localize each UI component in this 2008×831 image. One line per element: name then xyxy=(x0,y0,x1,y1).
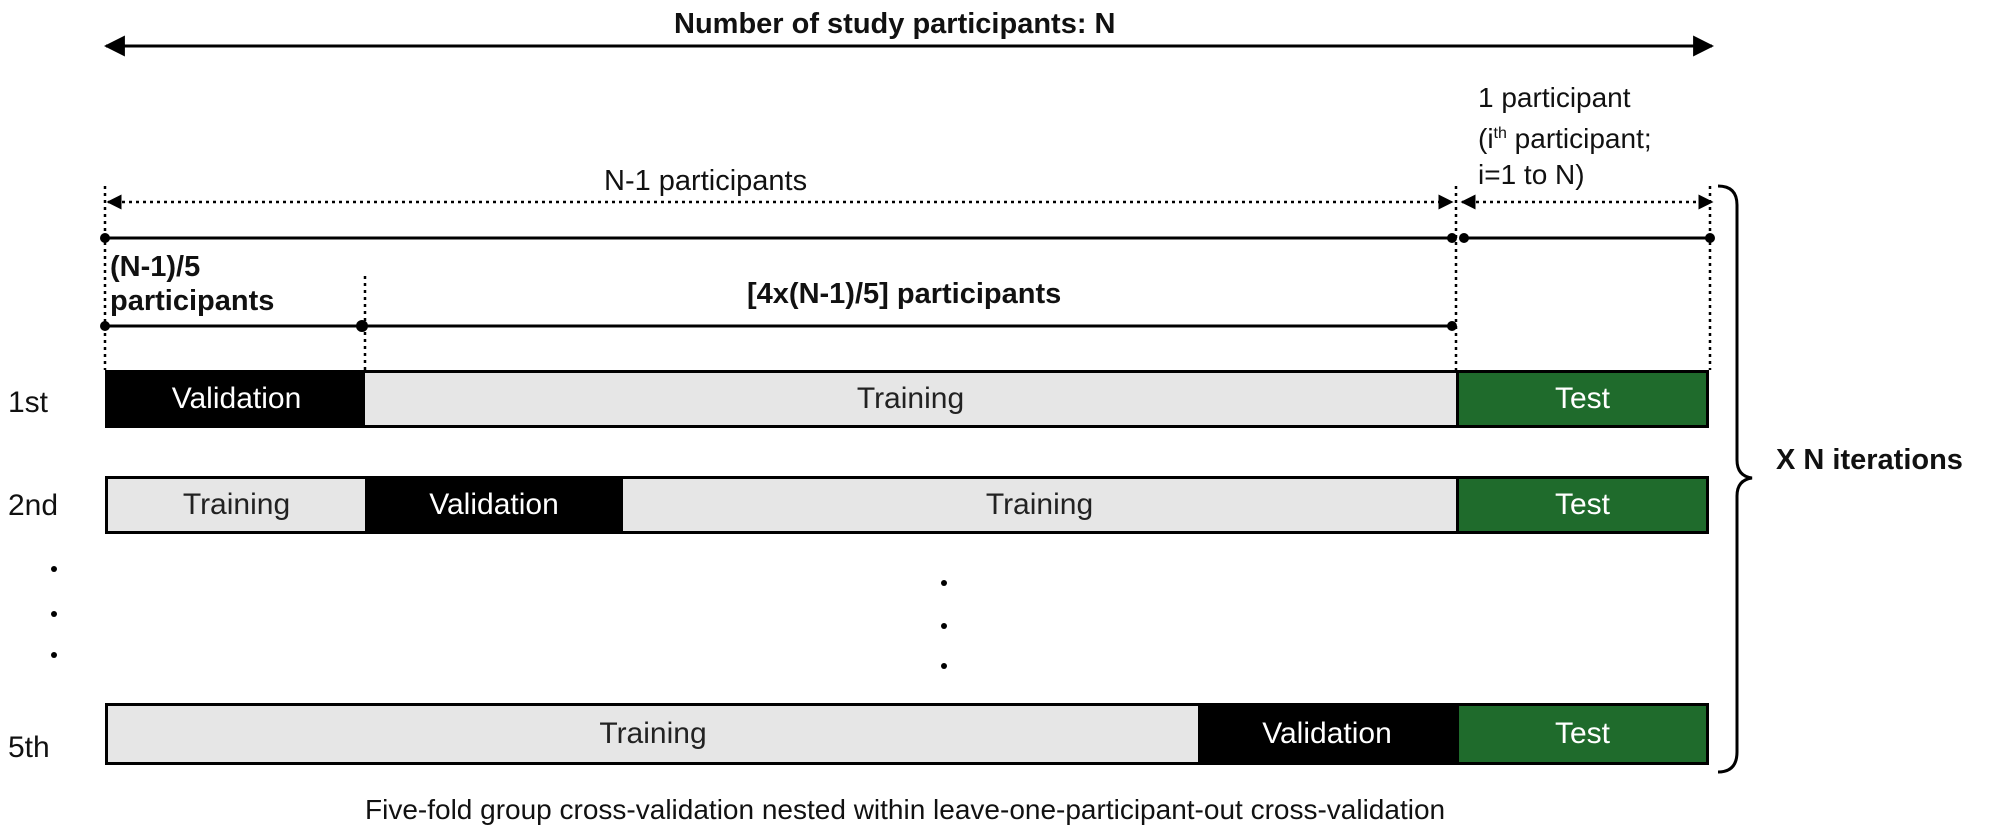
ellipsis-dot xyxy=(941,663,947,669)
validation-size-label: (N-1)/5 participants xyxy=(110,251,275,317)
segment-training: Training xyxy=(365,373,1456,425)
segment-test: Test xyxy=(1456,373,1706,425)
fold-row-2nd xyxy=(105,476,1709,534)
test-participant-line2: ($i^{th}$ participant; xyxy=(1478,123,1652,154)
segment-validation: Validation xyxy=(365,479,623,531)
ellipsis-dot xyxy=(51,566,57,572)
test-participant-line1: 1 participant xyxy=(1478,82,1631,113)
iterations-label: X N iterations xyxy=(1776,444,1963,476)
segment-training: Training xyxy=(108,479,365,531)
nminus1-label: N-1 participants xyxy=(604,165,808,197)
segment-test: Test xyxy=(1456,706,1706,762)
ellipsis-dot xyxy=(941,623,947,629)
segment-validation: Validation xyxy=(108,373,365,425)
ellipsis-dot xyxy=(941,580,947,586)
row-label-2nd: 2nd xyxy=(8,489,59,522)
segment-training: Training xyxy=(623,479,1456,531)
segment-training: Training xyxy=(108,706,1198,762)
figure-caption: Five-fold group cross-validation nested within leave-one-participant-out cross-validation xyxy=(365,794,1446,825)
row-label-1st: 1st xyxy=(8,386,49,419)
segment-validation: Validation xyxy=(1198,706,1456,762)
row-label-5th: 5th xyxy=(8,731,50,764)
fold-row-1st xyxy=(105,370,1709,428)
training-size-label: [4x(N-1)/5] participants xyxy=(747,278,1062,310)
iterations-brace xyxy=(1718,186,1752,772)
test-participant-label xyxy=(1478,80,1652,193)
ellipsis-dot xyxy=(51,611,57,617)
fold-row-5th xyxy=(105,703,1709,765)
total-participants-label: Number of study participants: N xyxy=(674,8,1116,40)
segment-test: Test xyxy=(1456,479,1706,531)
ellipsis-dot xyxy=(51,652,57,658)
test-participant-line3: i=1 to N) xyxy=(1478,159,1585,190)
